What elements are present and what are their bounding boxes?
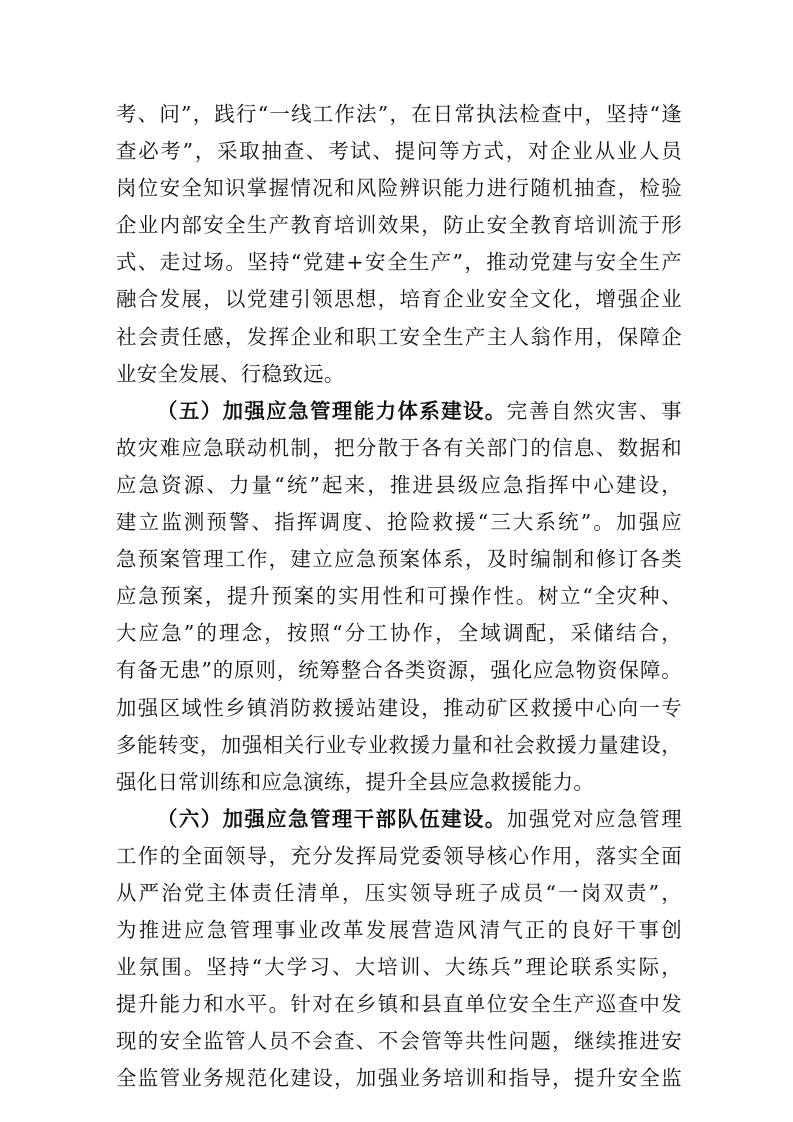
text-line: 急预案管理工作，建立应急预案体系，及时编制和修订各类 (116, 547, 682, 572)
text-line: 考、问”，践行“一线工作法”，在日常执法检查中，坚持“逢 (116, 102, 682, 126)
text-line: 查必考”，采取抽查、考试、提问等方式，对企业从业人员 (116, 139, 682, 164)
section-heading: （五）加强应急管理能力体系建设。 (157, 398, 507, 423)
text-line: 业氛围。坚持“大学习、大培训、大练兵”理论联系实际， (116, 955, 682, 980)
section-first-line (116, 801, 682, 838)
paragraph-safety-training (116, 96, 682, 393)
section-first-line (116, 393, 682, 430)
text-line: 工作的全面领导，充分发挥局党委领导核心作用，落实全面 (116, 843, 682, 868)
text-line: 从严治党主体责任清单，压实领导班子成员“一岗双责”， (116, 880, 682, 905)
text-line: 多能转变，加强相关行业专业救援力量和社会救援力量建设， (116, 732, 682, 757)
text-line: 企业内部安全生产教育培训效果，防止安全教育培训流于形 (116, 213, 682, 238)
text-line: 强化日常训练和应急演练，提升全县应急救援能力。 (116, 769, 595, 794)
text-line: 应急预案，提升预案的实用性和可操作性。树立“全灾种、 (116, 584, 682, 609)
text-line: 式、走过场。坚持“党建+安全生产”，推动党建与安全生产 (116, 250, 682, 275)
section-heading-continuation: 完善自然灾害、事 (506, 398, 682, 423)
text-line: 建立监测预警、指挥调度、抢险救援“三大系统”。加强应 (116, 510, 682, 535)
text-line: 业安全发展、行稳致远。 (116, 361, 345, 386)
text-line: 融合发展，以党建引领思想，培育企业安全文化，增强企业 (116, 287, 682, 312)
document-body (116, 96, 682, 1098)
section-heading: （六）加强应急管理干部队伍建设。 (157, 806, 507, 831)
section-heading-continuation: 加强党对应急管理 (506, 806, 682, 831)
text-line: 为推进应急管理事业改革发展营造风清气正的良好干事创 (116, 918, 682, 943)
text-line: 故灾难应急联动机制，把分散于各有关部门的信息、数据和 (116, 435, 682, 460)
text-line: 社会责任感，发挥企业和职工安全生产主人翁作用，保障企 (116, 324, 682, 349)
section-cadre-team (116, 801, 682, 1098)
text-line: 加强区域性乡镇消防救援站建设，推动矿区救援中心向一专 (116, 695, 682, 720)
text-line: 全监管业务规范化建设，加强业务培训和指导，提升安全监 (116, 1066, 682, 1091)
text-line: 岗位安全知识掌握情况和风险辨识能力进行随机抽查，检验 (116, 176, 682, 201)
text-line: 应急资源、力量“统”起来，推进县级应急指挥中心建设， (116, 472, 682, 497)
section-emergency-capability (116, 393, 682, 801)
text-line: 大应急”的理念，按照“分工协作，全域调配，采储结合， (116, 621, 682, 646)
text-line: 现的安全监管人员不会查、不会管等共性问题，继续推进安 (116, 1029, 682, 1054)
text-line: 有备无患”的原则，统筹整合各类资源，强化应急物资保障。 (116, 658, 682, 683)
text-line: 提升能力和水平。针对在乡镇和县直单位安全生产巡查中发 (116, 992, 682, 1017)
